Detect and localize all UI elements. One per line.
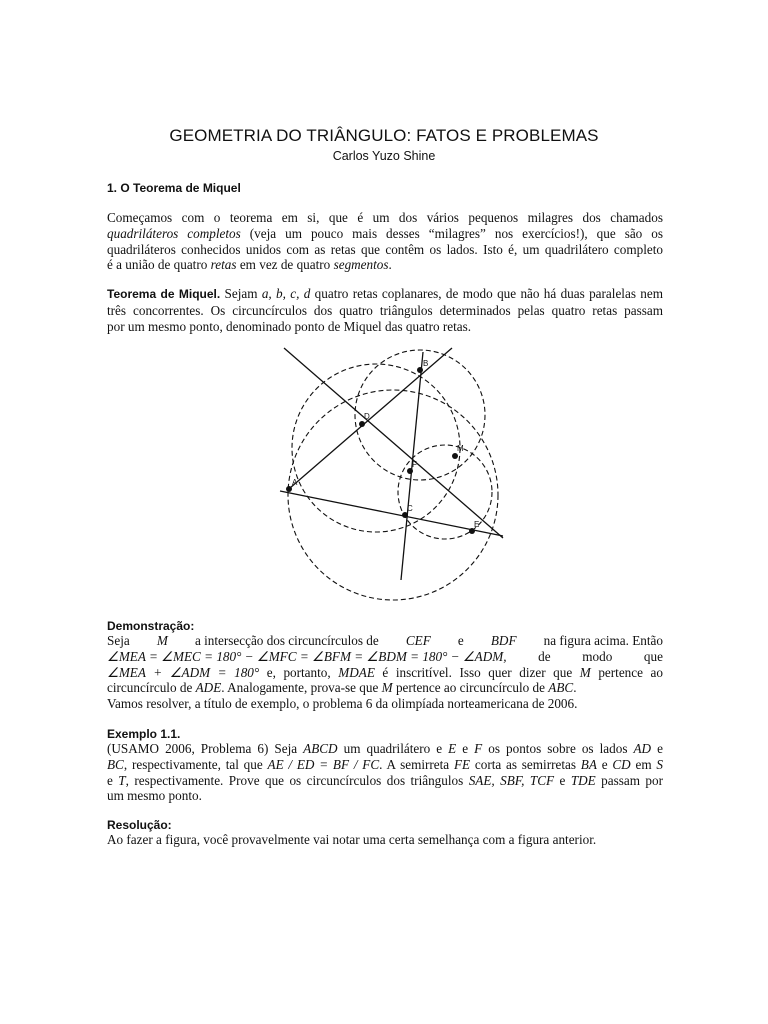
intro-line-2: quadriláteros completos (veja um pouco mais desses “milagres” nos exercícios!), que são os <box>107 225 663 241</box>
circle-ADE <box>292 364 460 532</box>
section-heading: 1. O Teorema de Miquel <box>107 181 241 195</box>
line-AE <box>280 491 503 536</box>
demo-line-3: ∠MEA + ∠ADM = 180° e, portanto, MDAE é inscritível. Isso quer dizer que M pertence ao <box>107 664 663 680</box>
demo-line-1: Seja M a intersecção dos circuncírculos de CEF e BDF na figura acima. Então <box>107 633 663 648</box>
demo-line-4: circuncírculo de ADE. Analogamente, prova-se que M pertence ao circuncírculo de ABC. <box>107 680 577 696</box>
label-E: E <box>474 520 480 529</box>
theorem-line-2: três concorrentes. Os circuncírculos dos quatro triângulos determinados pelas quatro retas passam <box>107 302 663 318</box>
theorem-paragraph <box>107 286 663 334</box>
document-title: GEOMETRIA DO TRIÂNGULO: FATOS E PROBLEMAS <box>169 126 599 145</box>
label-D: D <box>364 412 370 421</box>
label-B: B <box>423 359 429 368</box>
point-M <box>452 453 458 459</box>
label-C: C <box>407 504 413 513</box>
theorem-label: Teorema de Miquel. <box>107 287 221 301</box>
intro-paragraph <box>107 210 663 273</box>
points <box>286 367 475 534</box>
intro-line-1: Começamos com o teorema em si, que é um dos vários pequenos milagres dos chamados <box>107 210 663 225</box>
example-paragraph <box>107 741 663 804</box>
intro-line-3: quadriláteros conhecidos unidos com as retas que contêm os lados. Isto é, um quadrilátero completo <box>107 241 663 257</box>
label-M: M <box>457 444 464 453</box>
demo-line-2: ∠MEA = ∠MEC = 180° − ∠MFC = ∠BFM = ∠BDM = 180° − ∠ADM, de modo que <box>107 648 663 664</box>
demo-paragraph <box>107 633 663 712</box>
example-line-3: e T, respectivamente. Prove que os circuncírculos dos triângulos SAE, SBF, TCF e TDE passam por <box>107 772 664 788</box>
theorem-line-3: por um mesmo ponto, denominado ponto de Miquel das quatro retas. <box>107 318 472 334</box>
example-line-4: um mesmo ponto. <box>107 788 202 804</box>
resolution-line-1: Ao fazer a figura, você provavelmente vai notar uma certa semelhança com a figura anterior. <box>107 832 597 847</box>
intro-line-4: é a união de quatro retas em vez de quatro segmentos. <box>107 257 392 273</box>
resolution-paragraph <box>107 832 663 848</box>
circle-ABC <box>288 390 498 600</box>
line-AB <box>290 348 452 488</box>
example-line-2: BC, respectivamente, tal que AE / ED = BF / FC. A semirreta FE corta as semirretas BA e CD em S <box>107 756 663 772</box>
point-labels <box>292 359 479 529</box>
demo-heading: Demonstração: <box>107 619 195 633</box>
demo-line-5: Vamos resolver, a título de exemplo, o problema 6 da olimpíada norteamericana de 2006. <box>107 696 578 712</box>
line-BE <box>284 348 503 538</box>
theorem-line-1: Teorema de Miquel. Sejam a, b, c, d quatro retas coplanares, de modo que não há duas paralelas nem <box>107 286 663 301</box>
label-F: F <box>412 460 417 469</box>
miquel-figure <box>270 340 510 602</box>
example-heading: Exemplo 1.1. <box>107 727 181 741</box>
circumcircles <box>288 350 498 600</box>
document-author: Carlos Yuzo Shine <box>332 149 436 163</box>
example-line-1: (USAMO 2006, Problema 6) Seja ABCD um quadrilátero e E e F os pontos sobre os lados AD e <box>107 741 663 756</box>
lines <box>280 348 503 580</box>
resolution-heading: Resolução: <box>107 818 172 832</box>
label-A: A <box>292 478 298 487</box>
point-D <box>359 421 365 427</box>
